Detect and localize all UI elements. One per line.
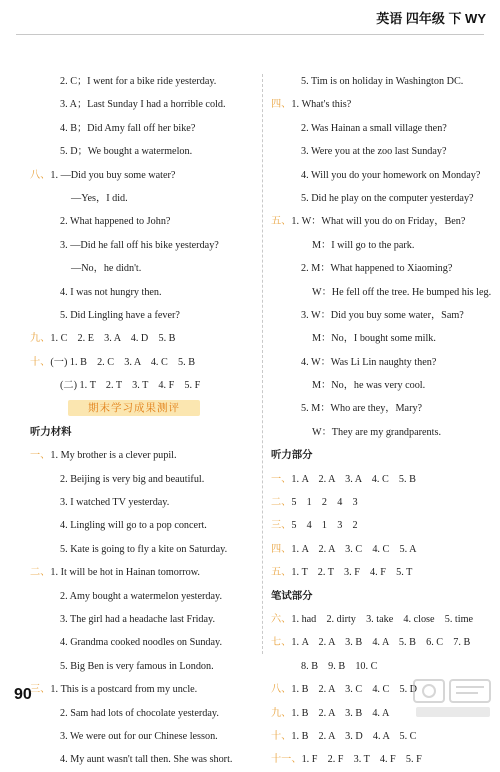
- listening-part-heading: 听力部分: [271, 450, 313, 462]
- answer-line: M：No，I bought some milk.: [312, 333, 436, 345]
- section-number: 十、: [271, 730, 292, 742]
- answer-line: 4. W：Was Li Lin naughty then?: [301, 356, 437, 368]
- answer-text: 1. had 2. dirty 3. take 4. close 5. time: [291, 613, 474, 625]
- answer-text: 1. B 2. A 3. D 4. A 5. C: [291, 730, 417, 742]
- section-number: 七、: [271, 637, 292, 649]
- section-number: 五、: [271, 567, 292, 579]
- answer-text: 1. B 2. A 3. C 4. C 5. D: [291, 684, 418, 696]
- writing-part-heading: 笔试部分: [271, 590, 313, 602]
- section-number: 三、: [30, 684, 51, 696]
- answer-line: [271, 725, 493, 748]
- answer-line: W：They are my grandparents.: [312, 426, 441, 438]
- answer-line: W：He fell off the tree. He bumped his leg.: [312, 286, 492, 298]
- answer-line: [271, 748, 493, 771]
- answer-text: 1. A 2. A 3. B 4. A 5. B 6. C 7. B: [291, 637, 471, 649]
- answer-line: [271, 631, 493, 654]
- section-number: 五、: [271, 216, 292, 228]
- answer-line: 3. W：Did you buy some water，Sam?: [301, 309, 464, 321]
- answer-text: 1. C 2. E 3. A 4. D 5. B: [50, 333, 176, 345]
- final-assessment-banner: 期末学习成果测评: [68, 400, 200, 416]
- header-rule: [16, 34, 484, 35]
- answer-line: [271, 538, 493, 561]
- answer-line: 4. Grandma cooked noodles on Sunday.: [60, 637, 223, 649]
- answer-text: 1. —Did you buy some water?: [50, 169, 176, 181]
- answer-line: 5. D；We bought a watermelon.: [60, 146, 193, 158]
- section-number: 四、: [271, 543, 292, 555]
- answer-line: 4. Lingling will go to a pop concert.: [60, 520, 207, 532]
- answer-text: 5 1 2 4 3: [291, 497, 358, 509]
- answer-line: 3. —Did he fall off his bike yesterday?: [60, 239, 219, 251]
- section-number: 一、: [30, 450, 51, 462]
- answer-text: 1. This is a postcard from my uncle.: [50, 684, 198, 696]
- answer-text: 1. What's this?: [291, 99, 352, 111]
- answer-text: 1. My brother is a clever pupil.: [50, 450, 177, 462]
- answer-line: 3. Were you at the zoo last Sunday?: [301, 146, 447, 158]
- section-number: 二、: [30, 567, 51, 579]
- answer-line: 3. A；Last Sunday I had a horrible cold.: [60, 99, 226, 111]
- answer-line: 5. Did Lingling have a fever?: [60, 309, 180, 321]
- watermark-logo-icon: [412, 677, 494, 721]
- page-header-title: 英语 四年级 下 WY: [376, 11, 486, 26]
- answer-text: 5 4 1 3 2: [291, 520, 358, 532]
- answer-line: [271, 491, 493, 514]
- answer-line: 2. C；I went for a bike ride yesterday.: [60, 76, 217, 87]
- answer-line: 4. B；Did Amy fall off her bike?: [60, 122, 196, 134]
- banner-row: [30, 397, 252, 420]
- answer-line: [30, 678, 252, 701]
- answer-line: M：No，he was very cool.: [312, 380, 426, 392]
- answer-line: M：I will go to the park.: [312, 239, 415, 251]
- answer-text: 1. A 2. A 3. C 4. C 5. A: [291, 543, 417, 555]
- section-number: 八、: [30, 169, 51, 181]
- answer-line: 4. Will you do your homework on Monday?: [301, 169, 481, 181]
- answer-line: 3. I watched TV yesterday.: [60, 497, 170, 509]
- answer-line: 5. Big Ben is very famous in London.: [60, 660, 214, 672]
- answer-line: [30, 351, 252, 374]
- answer-line: —No，he didn't.: [71, 263, 142, 275]
- section-number: 九、: [271, 707, 292, 719]
- answer-line: 5. Tim is on holiday in Washington DC.: [301, 76, 464, 87]
- answer-line: 4. My aunt wasn't tall then. She was short.: [60, 754, 233, 766]
- answer-line: 5. Kate is going to fly a kite on Saturday.: [60, 543, 228, 555]
- answer-line: (二) 1. T 2. T 3. T 4. F 5. F: [60, 380, 201, 392]
- section-number: 二、: [271, 497, 292, 509]
- section-number: 四、: [271, 99, 292, 111]
- section-number: 八、: [271, 684, 292, 696]
- answer-line: 2. Beijing is very big and beautiful.: [60, 473, 205, 485]
- answer-line: 2. Was Hainan a small village then?: [301, 122, 447, 134]
- answer-line: 5. Did he play on the computer yesterday?: [301, 192, 474, 204]
- answer-line: 3. We were out for our Chinese lesson.: [60, 730, 218, 742]
- answer-line: 2. What happened to John?: [60, 216, 171, 228]
- section-number: 九、: [30, 333, 51, 345]
- answer-line: —Yes，I did.: [71, 192, 128, 204]
- answer-text: 1. A 2. A 3. A 4. C 5. B: [291, 473, 416, 485]
- right-column: [271, 70, 493, 772]
- section-number: 六、: [271, 613, 292, 625]
- answer-line: 3. The girl had a headache last Friday.: [60, 613, 216, 625]
- left-column: [30, 70, 252, 772]
- answer-text: 1. B 2. A 3. B 4. A: [291, 707, 390, 719]
- answer-text: 1. W：What will you do on Friday，Ben?: [291, 216, 466, 228]
- answer-line: [271, 468, 493, 491]
- answer-line: 5. M：Who are they，Mary?: [301, 403, 423, 415]
- answer-text: 1. T 2. T 3. F 4. F 5. T: [291, 567, 413, 579]
- answer-line: [30, 327, 252, 350]
- section-number: 十、: [30, 356, 51, 368]
- section-number: 三、: [271, 520, 292, 532]
- answer-text: (一) 1. B 2. C 3. A 4. C 5. B: [50, 356, 195, 368]
- page-number: 90: [14, 686, 32, 703]
- answer-line: 2. M：What happened to Xiaoming?: [301, 263, 453, 275]
- answer-text: 1. It will be hot in Hainan tomorrow.: [50, 567, 200, 579]
- answer-line: 4. I was not hungry then.: [60, 286, 162, 298]
- answer-line: [271, 93, 493, 116]
- answer-line: [271, 561, 493, 584]
- listening-material-heading: 听力材料: [30, 426, 72, 438]
- column-divider: [262, 74, 263, 654]
- answer-line: [271, 210, 493, 233]
- answer-line: [30, 561, 252, 584]
- answer-line: 8. B 9. B 10. C: [301, 660, 378, 672]
- answer-line: [271, 608, 493, 631]
- answer-line: [271, 514, 493, 537]
- answer-line: [30, 164, 252, 187]
- answer-line: 2. Sam had lots of chocolate yesterday.: [60, 707, 219, 719]
- section-number: 一、: [271, 473, 292, 485]
- answer-line: [30, 444, 252, 467]
- answer-text: 1. F 2. F 3. T 4. F 5. F: [301, 754, 422, 766]
- answer-line: 2. Amy bought a watermelon yesterday.: [60, 590, 223, 602]
- section-number: 十一、: [271, 754, 302, 766]
